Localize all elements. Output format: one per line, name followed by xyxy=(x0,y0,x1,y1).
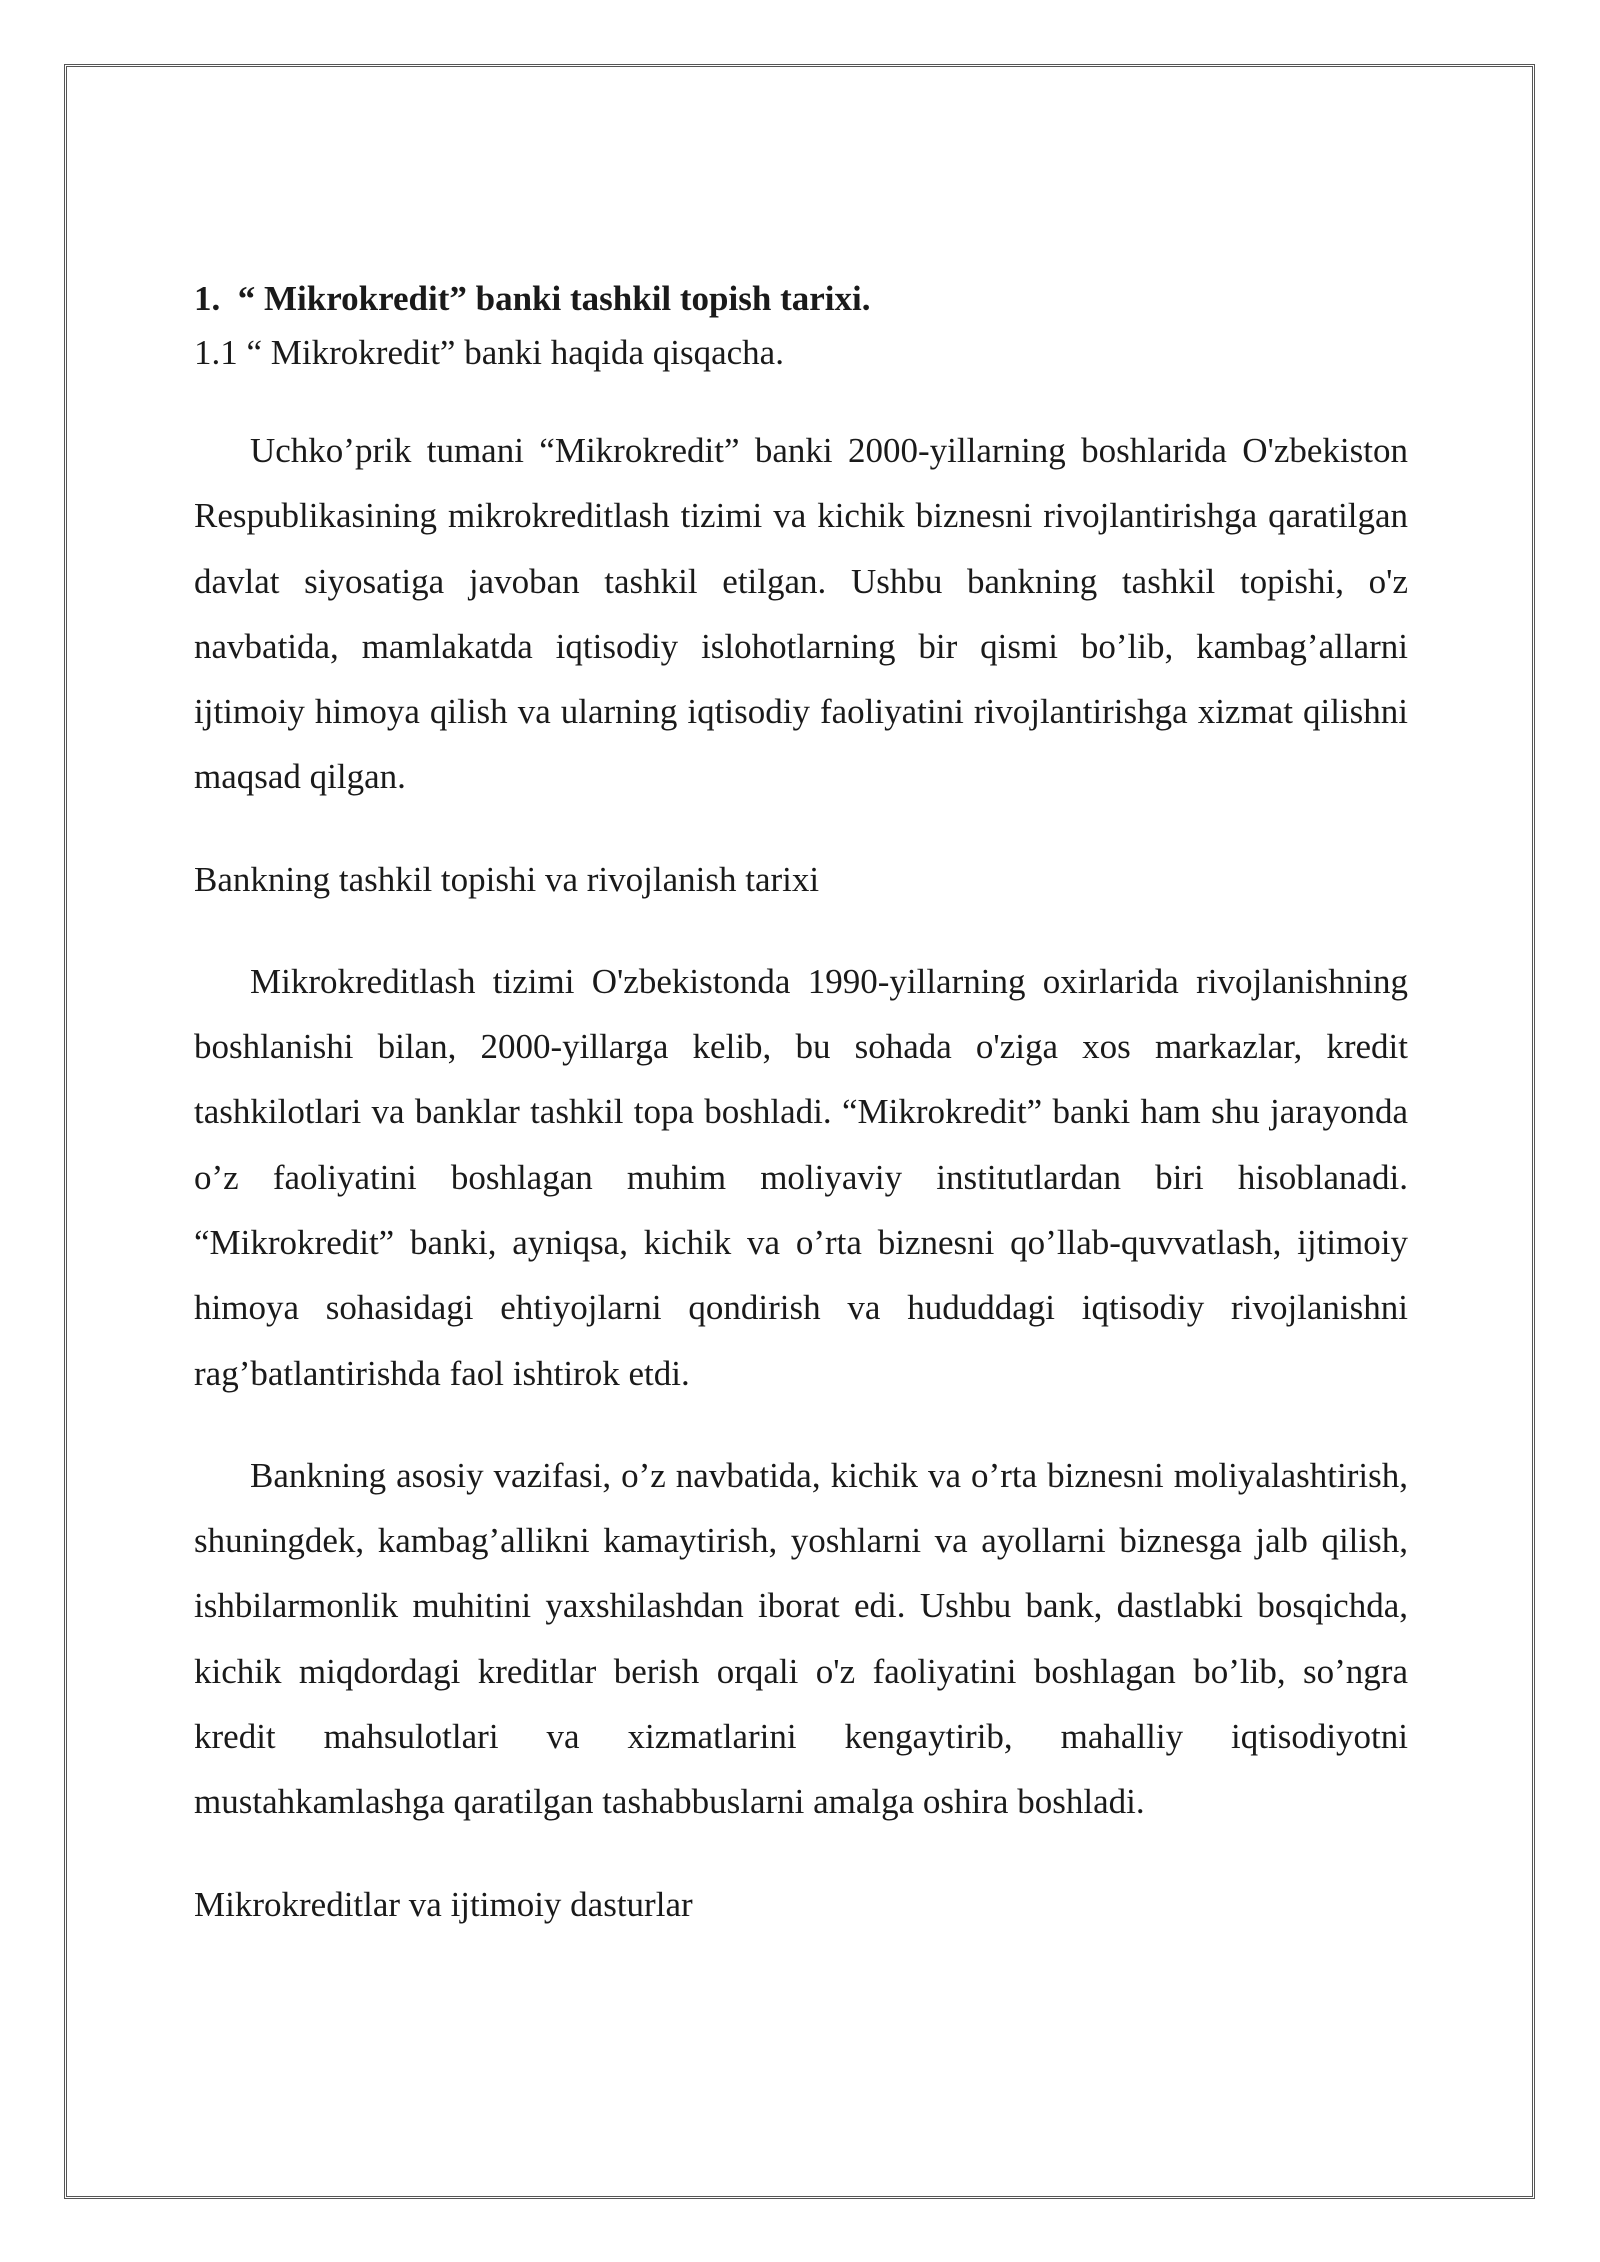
chapter-heading: 1. “ Mikrokredit” banki tashkil topish tarixi. xyxy=(194,279,871,318)
paragraph-bank-founding: Uchko’prik tumani “Mikrokredit” banki 2000-yillarning boshlarida O'zbekiston Respublikasining mikrokreditlash tizimi va kichik biznesni rivojlantirishga qaratilgan davlat siyosatiga javoban tashkil etilgan. Ushbu bankning tashkil topishi, o'z navbatida, mamlakatda iqtisodiy islohotlarning bir qismi bo’lib, kambag’allarni ijtimoiy himoya qilish va ularning iqtisodiy faoliyatini rivojlantirishga xizmat qilishni maqsad qilgan. xyxy=(194,431,1408,797)
document-body xyxy=(194,272,1408,1974)
paragraph-microcredit-system: Mikrokreditlash tizimi O'zbekistonda 1990-yillarning oxirlarida rivojlanishning boshlanishi bilan, 2000-yillarga kelib, bu sohada o'ziga xos markazlar, kredit tashkilotlari va banklar tashkil topa boshladi. “Mikrokredit” banki ham shu jarayonda o’z faoliyatini boshlagan muhim moliyaviy institutlardan biri hisoblanadi. “Mikrokredit” banki, ayniqsa, kichik va o’rta biznesni qo’llab-quvvatlash, ijtimoiy himoya sohasidagi ehtiyojlarni qondirish va hududdagi iqtisodiy rivojlanishni rag’batlantirishda faol ishtirok etdi. xyxy=(194,961,1408,1393)
subsection-heading: 1.1 “ Mikrokredit” banki haqida qisqacha. xyxy=(194,333,784,372)
section-title-social-programs: Mikrokreditlar va ijtimoiy dasturlar xyxy=(194,1884,693,1924)
section-title-history: Bankning tashkil topishi va rivojlanish tarixi xyxy=(194,859,820,899)
paragraph-bank-tasks: Bankning asosiy vazifasi, o’z navbatida, kichik va o’rta biznesni moliyalashtirish, shuningdek, kambag’allikni kamaytirish, yoshlarni va ayollarni biznesga jalb qilish, ishbilarmonlik muhitini yaxshilashdan iborat edi. Ushbu bank, dastlabki bosqichda, kichik miqdordagi kreditlar berish orqali o'z faoliyatini boshlagan bo’lib, so’ngra kredit mahsulotlari va xizmatlarini kengaytirib, mahalliy iqtisodiyotni mustahkamlashga qaratilgan tashabbuslarni amalga oshira boshladi. xyxy=(194,1455,1408,1822)
